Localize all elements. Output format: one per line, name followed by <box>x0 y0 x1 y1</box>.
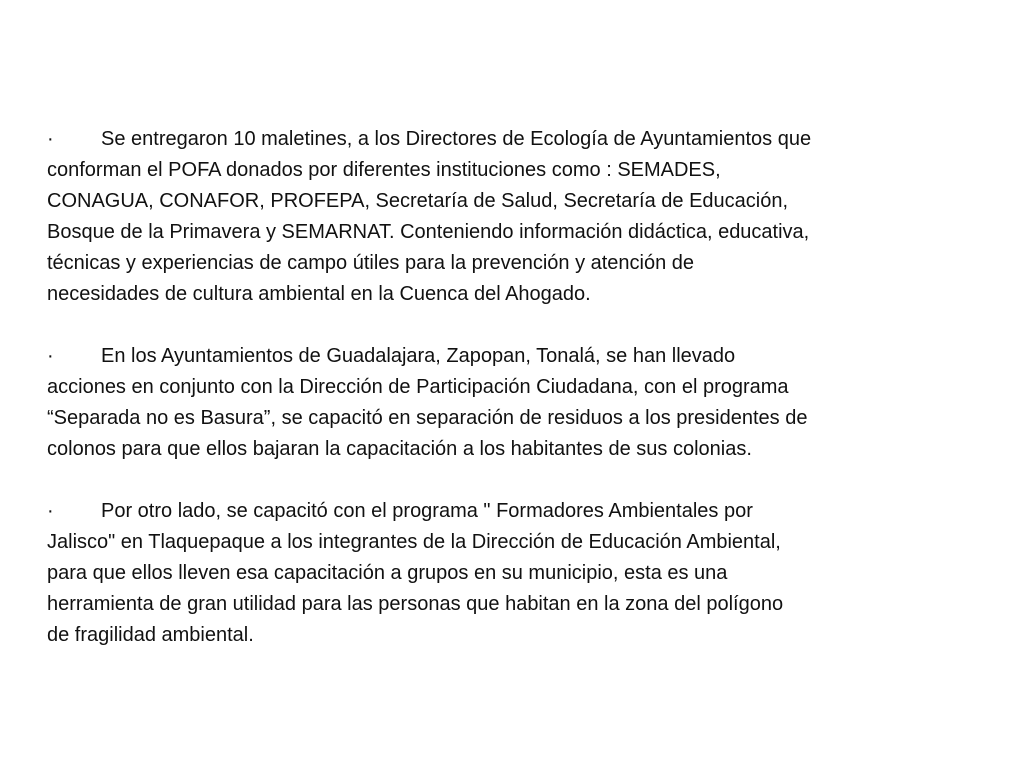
paragraph-text: En los Ayuntamientos de Guadalajara, Zapopan, Tonalá, se han llevado <box>101 345 736 367</box>
paragraph-line: “Separada no es Basura”, se capacitó en separación de residuos a los presidentes de <box>47 407 808 429</box>
paragraph-line <box>47 124 947 155</box>
paragraph-line <box>47 341 947 372</box>
paragraph-line: herramienta de gran utilidad para las personas que habitan en la zona del polígono <box>47 593 784 615</box>
paragraph-line: técnicas y experiencias de campo útiles para la prevención y atención de <box>47 252 695 274</box>
paragraph-line: para que ellos lleven esa capacitación a grupos en su municipio, esta es una <box>47 562 728 584</box>
paragraph-line: colonos para que ellos bajaran la capacitación a los habitantes de sus colonias. <box>47 438 752 460</box>
bullet-icon: · <box>47 345 54 367</box>
paragraph-line: acciones en conjunto con la Dirección de Participación Ciudadana, con el programa <box>47 376 789 398</box>
paragraph-text: Se entregaron 10 maletines, a los Directores de Ecología de Ayuntamientos que <box>101 128 812 150</box>
paragraph-line: necesidades de cultura ambiental en la Cuenca del Ahogado. <box>47 283 591 305</box>
bullet-icon: · <box>47 500 54 522</box>
paragraph-text: Por otro lado, se capacitó con el programa " Formadores Ambientales por <box>101 500 753 522</box>
slide-body <box>47 124 947 682</box>
paragraph-line: conforman el POFA donados por diferentes instituciones como : SEMADES, <box>47 159 721 181</box>
bullet-paragraph-2 <box>47 341 947 465</box>
paragraph-line: Jalisco" en Tlaquepaque a los integrantes de la Dirección de Educación Ambiental, <box>47 531 781 553</box>
bullet-paragraph-1 <box>47 124 947 310</box>
bullet-paragraph-3 <box>47 496 947 651</box>
bullet-icon: · <box>47 128 54 150</box>
paragraph-line: Bosque de la Primavera y SEMARNAT. Conteniendo información didáctica, educativa, <box>47 221 810 243</box>
paragraph-line <box>47 496 947 527</box>
paragraph-line: CONAGUA, CONAFOR, PROFEPA, Secretaría de Salud, Secretaría de Educación, <box>47 190 789 212</box>
paragraph-line: de fragilidad ambiental. <box>47 624 254 646</box>
